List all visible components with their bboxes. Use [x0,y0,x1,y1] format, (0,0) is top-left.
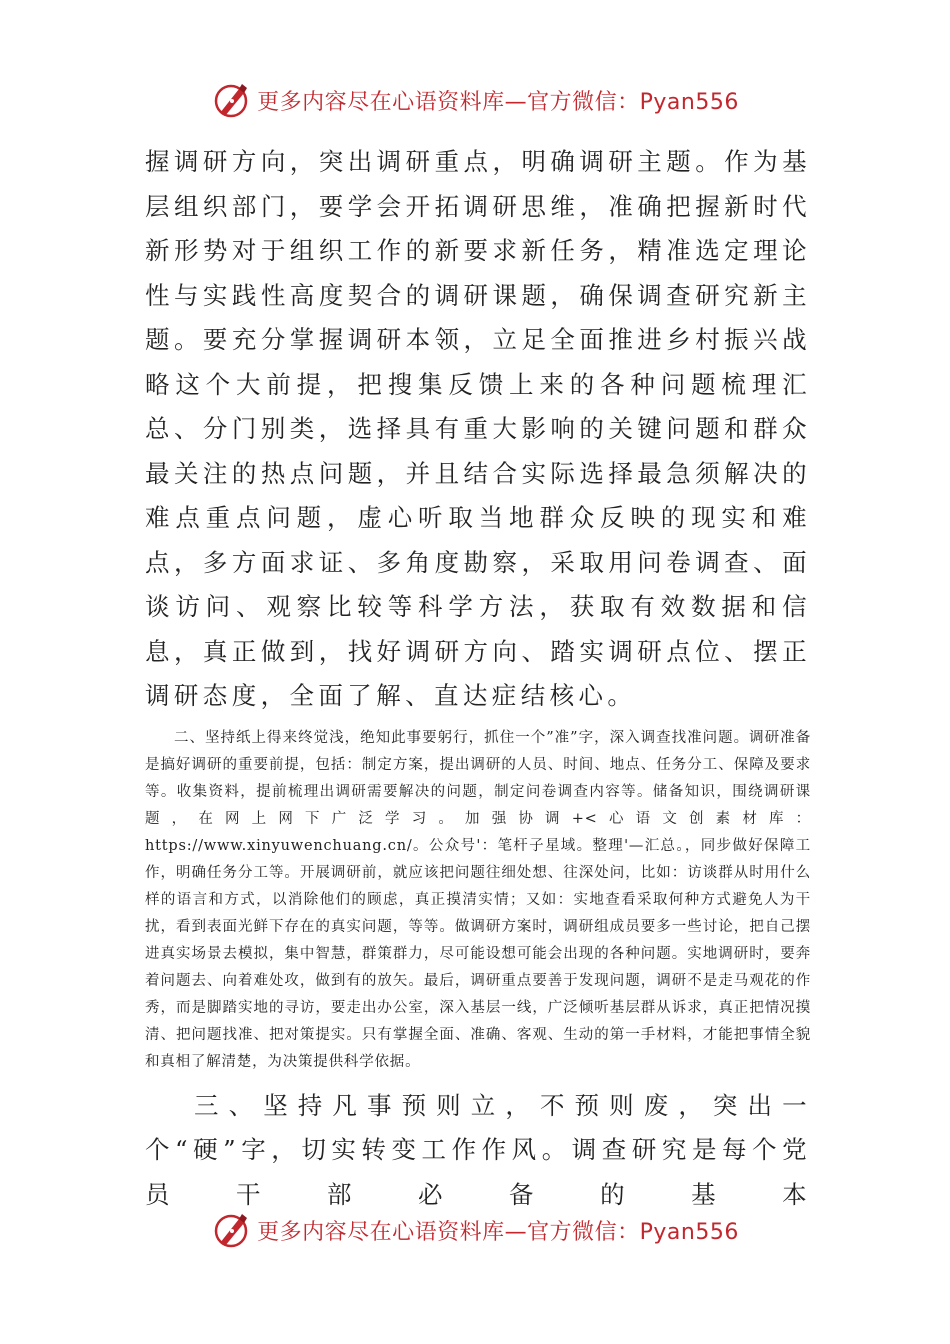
document-body [145,140,811,1217]
pen-nib-logo-icon [211,1210,251,1250]
banner-text: 更多内容尽在心语资料库—官方微信：Pyan556 [257,1219,739,1245]
paragraph-3-section-three: 三、坚持凡事预则立，不预则废，突出一个“硬”字，切实转变工作作风。调查研究是每个党员干部必备的基本 [145,1090,811,1209]
header-watermark-banner [0,78,950,122]
banner-text: 更多内容尽在心语资料库—官方微信：Pyan556 [257,89,739,115]
footer-watermark-banner [0,1208,950,1252]
paragraph-1: 握调研方向，突出调研重点，明确调研主题。作为基层组织部门，要学会开拓调研思维，准确把握新时代新形势对于组织工作的新要求新任务，精准选定理论性与实践性高度契合的调研课题，确保调查研究新主题。要充分掌握调研本领，立足全面推进乡村振兴战略这个大前提，把搜集反馈上来的各种问题梳理汇总、分门别类，选择具有重大影响的关键问题和群众最关注的热点问题，并且结合实际选择最急须解决的难点重点问题，虚心听取当地群众反映的现实和难点，多方面求证、多角度勘察，采取用问卷调查、面谈访问、观察比较等科学方法，获取有效数据和信息，真正做到，找好调研方向、踏实调研点位、摆正调研态度，全面了解、直达症结核心。 [145,147,811,710]
pen-nib-logo-icon [211,80,251,120]
paragraph-2-section-two: 二、坚持纸上得来终觉浅，绝知此事要躬行，抓住一个”准”字，深入调查找准问题。调研准备是搞好调研的重要前提，包括：制定方案，提出调研的人员、时间、地点、任务分工、保障及要求等。收集资料，提前梳理出调研需要解决的问题，制定问卷调查内容等。储备知识，围绕调研课题，在网上网下广泛学习。加强协调+<心语文创素材库：https://www.xinyuwenchuang.cn/。公众号'：笔杆子星域。整理'—汇总。，同步做好保障工作，明确任务分工等。开展调研前，就应该把问题往细处想、往深处问，比如：访谈群从时用什么样的语言和方式，以消除他们的顾虑，真正摸清实情；又如：实地查看采取何种方式避免人为干扰，看到表面光鲜下存在的真实问题，等等。做调研方案时，调研组成员要多一些讨论，把自己摆进真实场景去模拟，集中智慧，群策群力，尽可能设想可能会出现的各种问题。实地调研时，要奔着问题去、向着难处攻，做到有的放矢。最后，调研重点要善于发现问题，调研不是走马观花的作秀，而是脚踏实地的寻访，要走出办公室，深入基层一线，广泛倾听基层群从诉求，真正把情况摸清、把问题找准、把对策提实。只有掌握全面、准确、客观、生动的第一手材料，才能把事情全貌和真相了解清楚，为决策提供科学依据。 [145,729,811,1070]
